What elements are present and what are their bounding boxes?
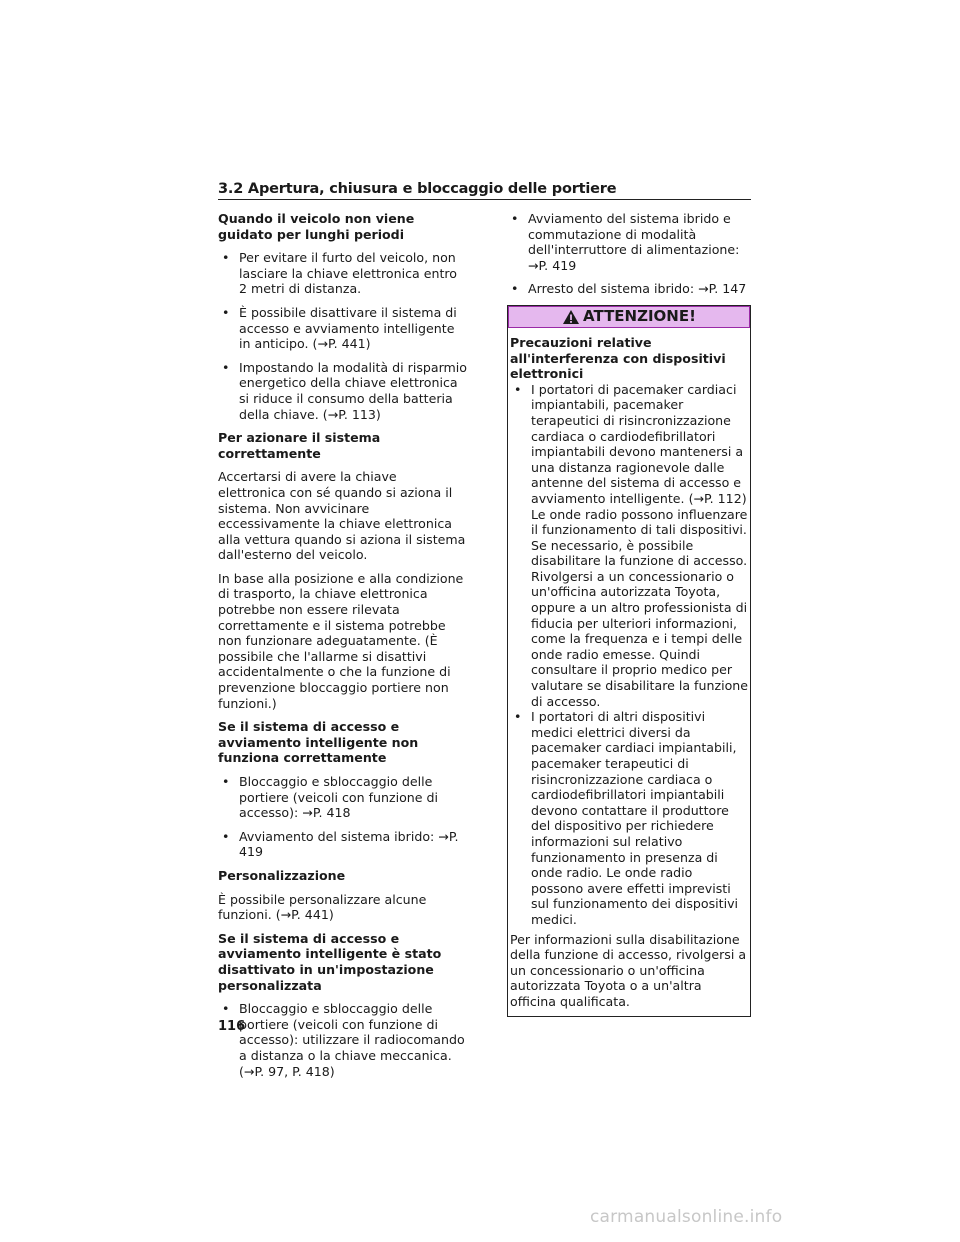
warning-body [508,328,750,1010]
paragraph-customization: È possibile personalizzare alcune funzioni. (→P. 441) [218,891,427,923]
page-number: 116 [218,1019,246,1034]
warning-heading: Precauzioni relative all'interferenza con dispositivi elettronici [510,334,726,382]
paragraph-carry-key: Accertarsi di avere la chiave elettronica con sé quando si aziona il sistema. Non avvicinare eccessivamente la chiave elettronica alla vettura quando si aziona il sistema dall'esterno del veicolo. [218,469,466,563]
bullet-stop-hybrid: • Arresto del sistema ibrido: →P. 147 [507,281,751,297]
bullet-remote-or-key: • Bloccaggio e sbloccaggio delle portiere (veicoli con funzione di accesso): utilizzare il radiocomando a distanza o la chiave meccanica. (→P. 97, P. 418) [218,1001,468,1079]
warning-title: ATTENZIONE! [583,307,696,326]
heading-operate-correctly: Per azionare il sistema correttamente [218,430,381,461]
left-column [218,211,468,1087]
warning-bullet-other-devices: • I portatori di altri dispositivi medici elettrici diversi da pacemaker cardiaci impiantabili, pacemaker terapeutici di risincronizzazione cardiaca o cardiodefibrillatori impiantabili devono contattare il produttore del dispositivo per richiedere informazioni sul relativo funzionamento in presenza di onde radio. Le onde radio possono avere effetti imprevisti sul funzionamento dei dispositivi medici. [510,709,748,927]
section-header [218,178,751,200]
heading-long-periods: Quando il veicolo non viene guidato per lunghi periodi [218,211,415,242]
bullet-disable-system: • È possibile disattivare il sistema di accesso e avviamento intelligente in anticipo. (→P. 441) [218,305,468,352]
heading-system-malfunction: Se il sistema di accesso e avviamento intelligente non funziona correttamente [218,719,419,766]
bullet-lock-unlock: • Bloccaggio e sbloccaggio delle portiere (veicoli con funzione di accesso): →P. 418 [218,774,468,821]
heading-disabled-setting: Se il sistema di accesso e avviamento intelligente è stato disattivato in un'impostazione personalizzata [218,930,442,993]
bullet-theft: • Per evitare il furto del veicolo, non lasciare la chiave elettronica entro 2 metri di distanza. [218,250,468,297]
section-title: 3.2 Apertura, chiusura e bloccaggio delle portiere [218,181,617,197]
warning-bullet-pacemaker: • I portatori di pacemaker cardiaci impiantabili, pacemaker terapeutici di risincronizzazione cardiaca o cardiodefibrillatori impiantabili devono mantenersi a una distanza ragionevole dalle antenne del sistema di accesso e avviamento intelligente. (→P. 112) Le onde radio possono influenzare il funzionamento di tali dispositivi. Se necessario, è possibile disabilitare la funzione di accesso. Rivolgersi a un concessionario o un'officina autorizzata Toyota, oppure a un altro professionista di fiducia per ulteriori informazioni, come la frequenza e i tempi delle onde radio emesse. Quindi consultare il proprio medico per valutare se disabilitare la funzione di accesso. [510,382,748,709]
warning-title-bar [508,306,750,328]
warning-icon [562,309,580,325]
warning-paragraph-info: Per informazioni sulla disabilitazione della funzione di accesso, rivolgersi a un concessionario o un'officina autorizzata Toyota o a un'altra officina qualificata. [510,931,747,1009]
heading-customization: Personalizzazione [218,867,346,883]
bullet-start-switch: • Avviamento del sistema ibrido e commutazione di modalità dell'interruttore di alimentazione: →P. 419 [507,211,751,273]
watermark: carmanualsonline.info [590,1207,783,1227]
paragraph-key-position: In base alla posizione e alla condizione di trasporto, la chiave elettronica potrebbe non essere rilevata correttamente e il sistema potrebbe non funzionare adeguatamente. (È possibile che l'allarme si disattivi accidentalmente o che la funzione di prevenzione bloccaggio portiere non funzioni.) [218,570,464,711]
bullet-battery-saving: • Impostando la modalità di risparmio energetico della chiave elettronica si riduce il consumo della batteria della chiave. (→P. 113) [218,360,468,422]
bullet-start-hybrid: • Avviamento del sistema ibrido: →P. 419 [218,829,468,860]
right-column [507,211,751,1017]
warning-box [507,305,751,1017]
